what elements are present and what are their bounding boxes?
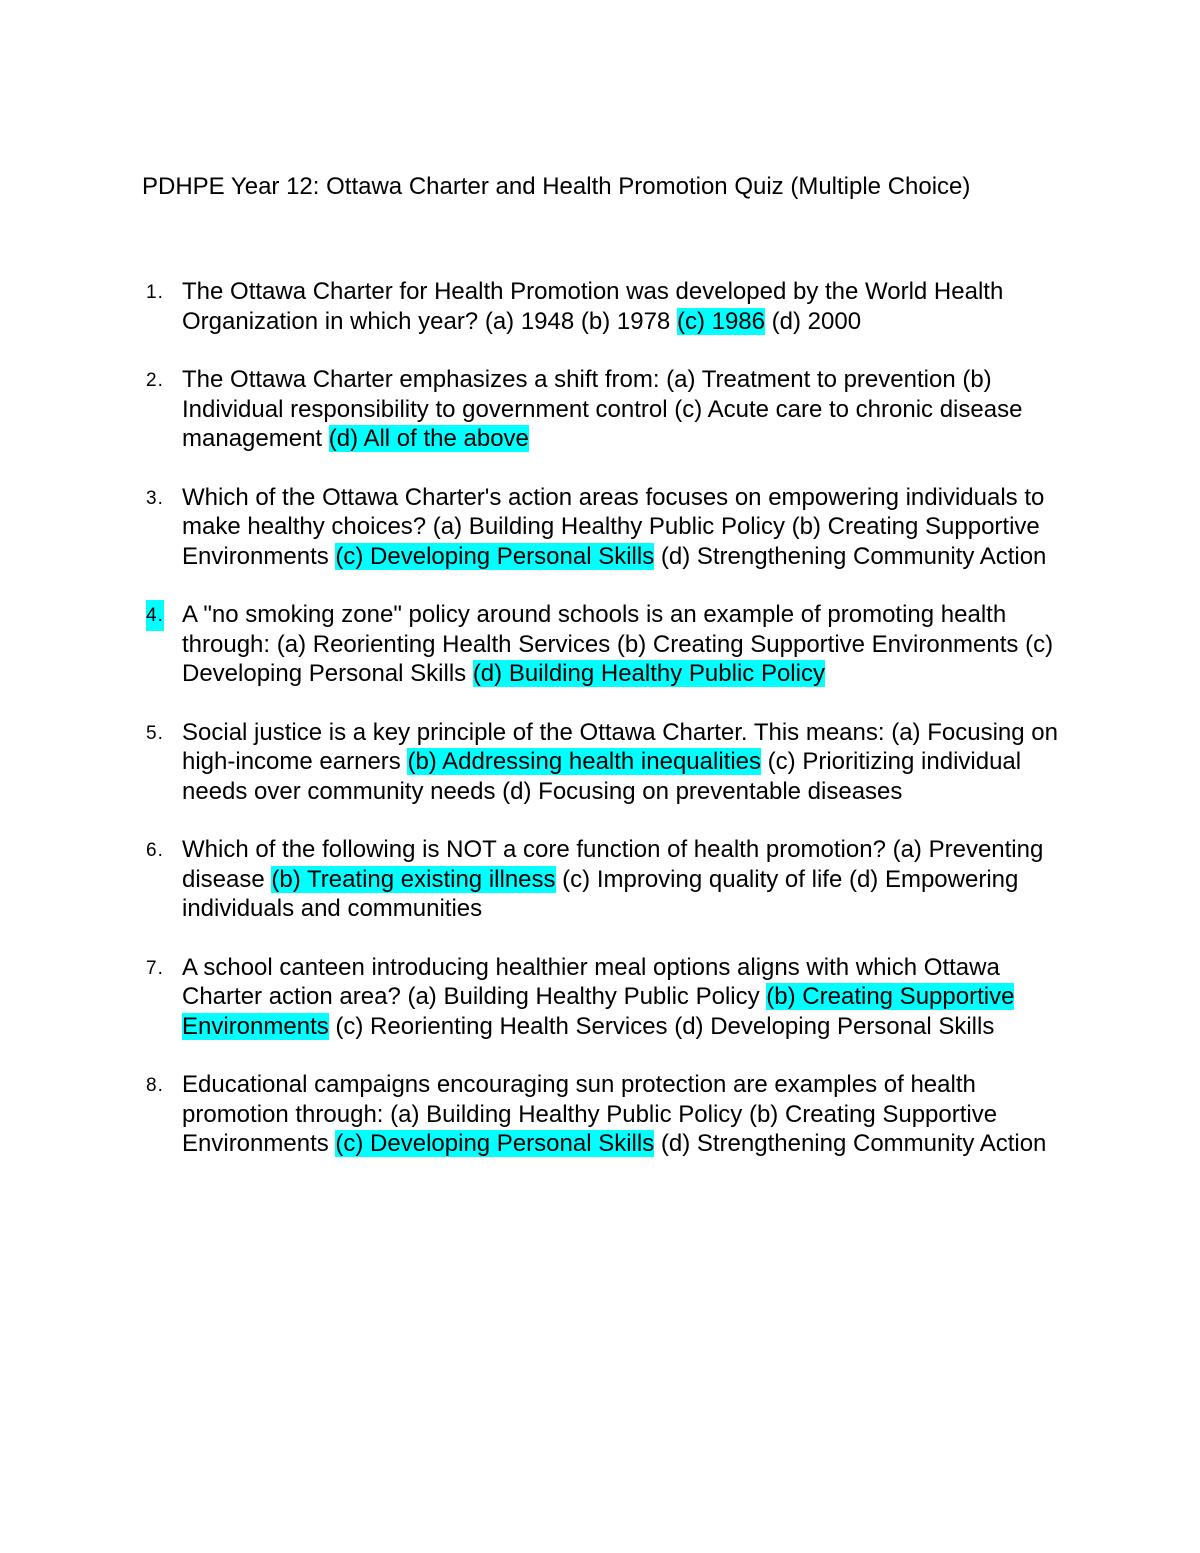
- question-number: 3.: [146, 487, 164, 509]
- question-item: [142, 600, 1062, 689]
- question-number: 8.: [146, 1075, 164, 1096]
- highlighted-answer: (d) Building Healthy Public Policy: [472, 660, 825, 687]
- question-number: 4.: [146, 600, 164, 631]
- question-number: 1.: [146, 282, 164, 303]
- question-number: 6.: [146, 840, 164, 861]
- question-number: 7.: [146, 957, 164, 979]
- question-number: 2.: [146, 370, 164, 391]
- highlighted-answer: (b) Addressing health inequalities: [407, 748, 762, 775]
- question-number: 5.: [146, 722, 164, 744]
- question-text: Social justice is a key principle of the Ottawa Charter. This means: (a) Focusing on high-income earners: [182, 718, 1058, 775]
- question-text-continued: (c) Reorienting Health Services (d) Developing Personal Skills: [328, 1012, 995, 1040]
- question-item: [142, 277, 1062, 336]
- question-item: [142, 835, 1062, 924]
- highlighted-answer: (c) 1986: [676, 307, 765, 335]
- highlighted-answer: (b) Treating existing illness: [271, 865, 556, 893]
- question-text: Educational campaigns encouraging sun protection are examples of health promotion through: (a) Building Healthy Public Policy (b) Creating Supportive Environments: [182, 1071, 998, 1157]
- highlighted-answer: (c) Developing Personal Skills: [335, 1130, 655, 1157]
- question-text: Which of the Ottawa Charter's action areas focuses on empowering individuals to make healthy choices? (a) Building Healthy Public Policy (b) Creating Supportive Environments: [182, 483, 1045, 570]
- question-text-continued: (d) 2000: [765, 307, 862, 335]
- question-item: [142, 953, 1062, 1042]
- question-text: The Ottawa Charter emphasizes a shift from: (a) Treatment to prevention (b) Individual responsibility to government control (c) Acute care to chronic disease management: [182, 366, 1023, 452]
- question-text: The Ottawa Charter for Health Promotion was developed by the World Health Organization in which year? (a) 1948 (b) 1978: [182, 278, 1004, 335]
- question-item: [142, 718, 1062, 807]
- question-item: [142, 365, 1062, 454]
- question-list: [142, 277, 1062, 1188]
- question-text-continued: (c) Improving quality of life (d) Empowering individuals and communities: [182, 865, 1019, 922]
- question-text-continued: (c) Prioritizing individual needs over community needs (d) Focusing on preventable diseases: [182, 748, 1022, 805]
- question-text: Which of the following is NOT a core function of health promotion? (a) Preventing disease: [182, 836, 1044, 893]
- document-title: PDHPE Year 12: Ottawa Charter and Health Promotion Quiz (Multiple Choice): [142, 173, 971, 200]
- question-text: A "no smoking zone" policy around schools is an example of promoting health through: (a) Reorienting Health Services (b) Creating Supportive Environments (c) Developing Personal Skills: [182, 601, 1054, 687]
- question-item: [142, 483, 1062, 572]
- question-item: [142, 1070, 1062, 1159]
- highlighted-answer: (b) Creating Supportive Environments: [182, 983, 1015, 1040]
- question-text-continued: (d) Strengthening Community Action: [654, 542, 1047, 570]
- question-text: A school canteen introducing healthier meal options aligns with which Ottawa Charter action area? (a) Building Healthy Public Policy: [182, 953, 1000, 1010]
- highlighted-answer: (d) All of the above: [328, 425, 529, 452]
- highlighted-answer: (c) Developing Personal Skills: [335, 542, 655, 570]
- question-text-continued: (d) Strengthening Community Action: [654, 1130, 1047, 1157]
